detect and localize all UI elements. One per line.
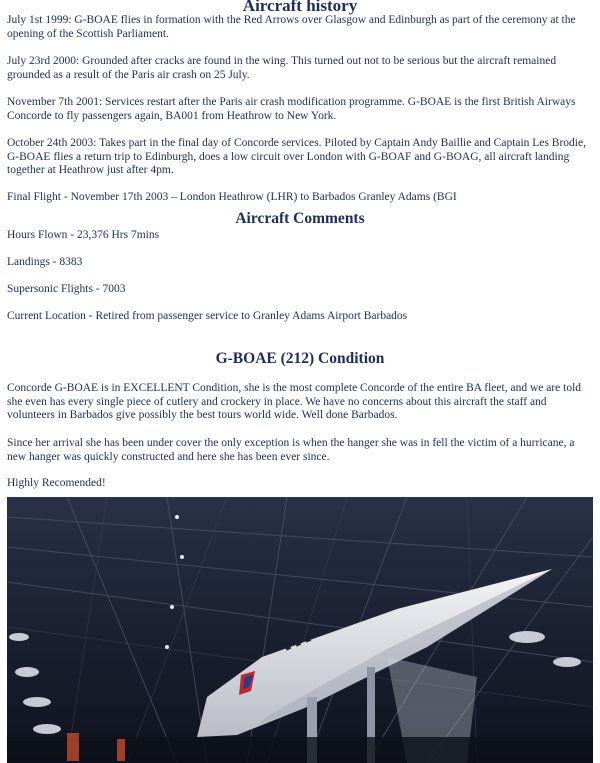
history-entry-2001: November 7th 2001: Services restart after the Paris air crash modification programme. G-BOAE is the first British Airways Concorde to fly passengers again, BA001 from Heathrow to New York.	[7, 96, 576, 122]
history-entry-2000: July 23rd 2000: Grounded after cracks are found in the wing. This turned out not to be serious but the aircraft remained grounded as a result of the Paris air crash on 25 July.	[7, 55, 557, 81]
aircraft-history-heading: Aircraft history	[242, 0, 358, 15]
final-flight-entry: Final Flight - November 17th 2003 – London Heathrow (LHR) to Barbados Granley Adams (BGI	[7, 191, 457, 203]
hours-flown: Hours Flown - 23,376 Hrs 7mins	[7, 229, 160, 241]
concorde-hangar-photo	[7, 497, 593, 763]
history-entry-2003: October 24th 2003: Takes part in the final day of Concorde services. Piloted by Captain Andy Baillie and Captain Les Brodie, G-BOAE flies a return trip to Edinburgh, does a low circuit over London with G-BOAF and G-BOAG, all aircraft landing together at Heathrow just after 4pm.	[7, 137, 586, 176]
condition-heading: G-BOAE (212) Condition	[215, 350, 385, 367]
history-entry-1999: July 1st 1999: G-BOAE flies in formation with the Red Arrows over Glasgow and Edinburgh as part of the ceremony at the opening of the Scottish Parliament.	[7, 14, 576, 40]
condition-paragraph-1: Concorde G-BOAE is in EXCELLENT Condition, she is the most complete Concorde of the entire BA fleet, and we are told she even has every single piece of cutlery and crockery in place. We have no concerns about this aircraft the staff and volunteers in Barbados give possibly the best tours world wide. Well done Barbados.	[7, 382, 582, 421]
condition-paragraph-3: Highly Recomended!	[7, 477, 106, 489]
aircraft-comments-heading: Aircraft Comments	[235, 210, 365, 227]
current-location: Current Location - Retired from passenger service to Granley Adams Airport Barbados	[7, 310, 408, 322]
landings: Landings - 8383	[7, 256, 83, 268]
condition-paragraph-2: Since her arrival she has been under cover the only exception is when the hanger she was in fell the victim of a hurricane, a new hanger was quickly constructed and here she has been ever since.	[7, 437, 575, 463]
supersonic-flights: Supersonic Flights - 7003	[7, 283, 126, 295]
